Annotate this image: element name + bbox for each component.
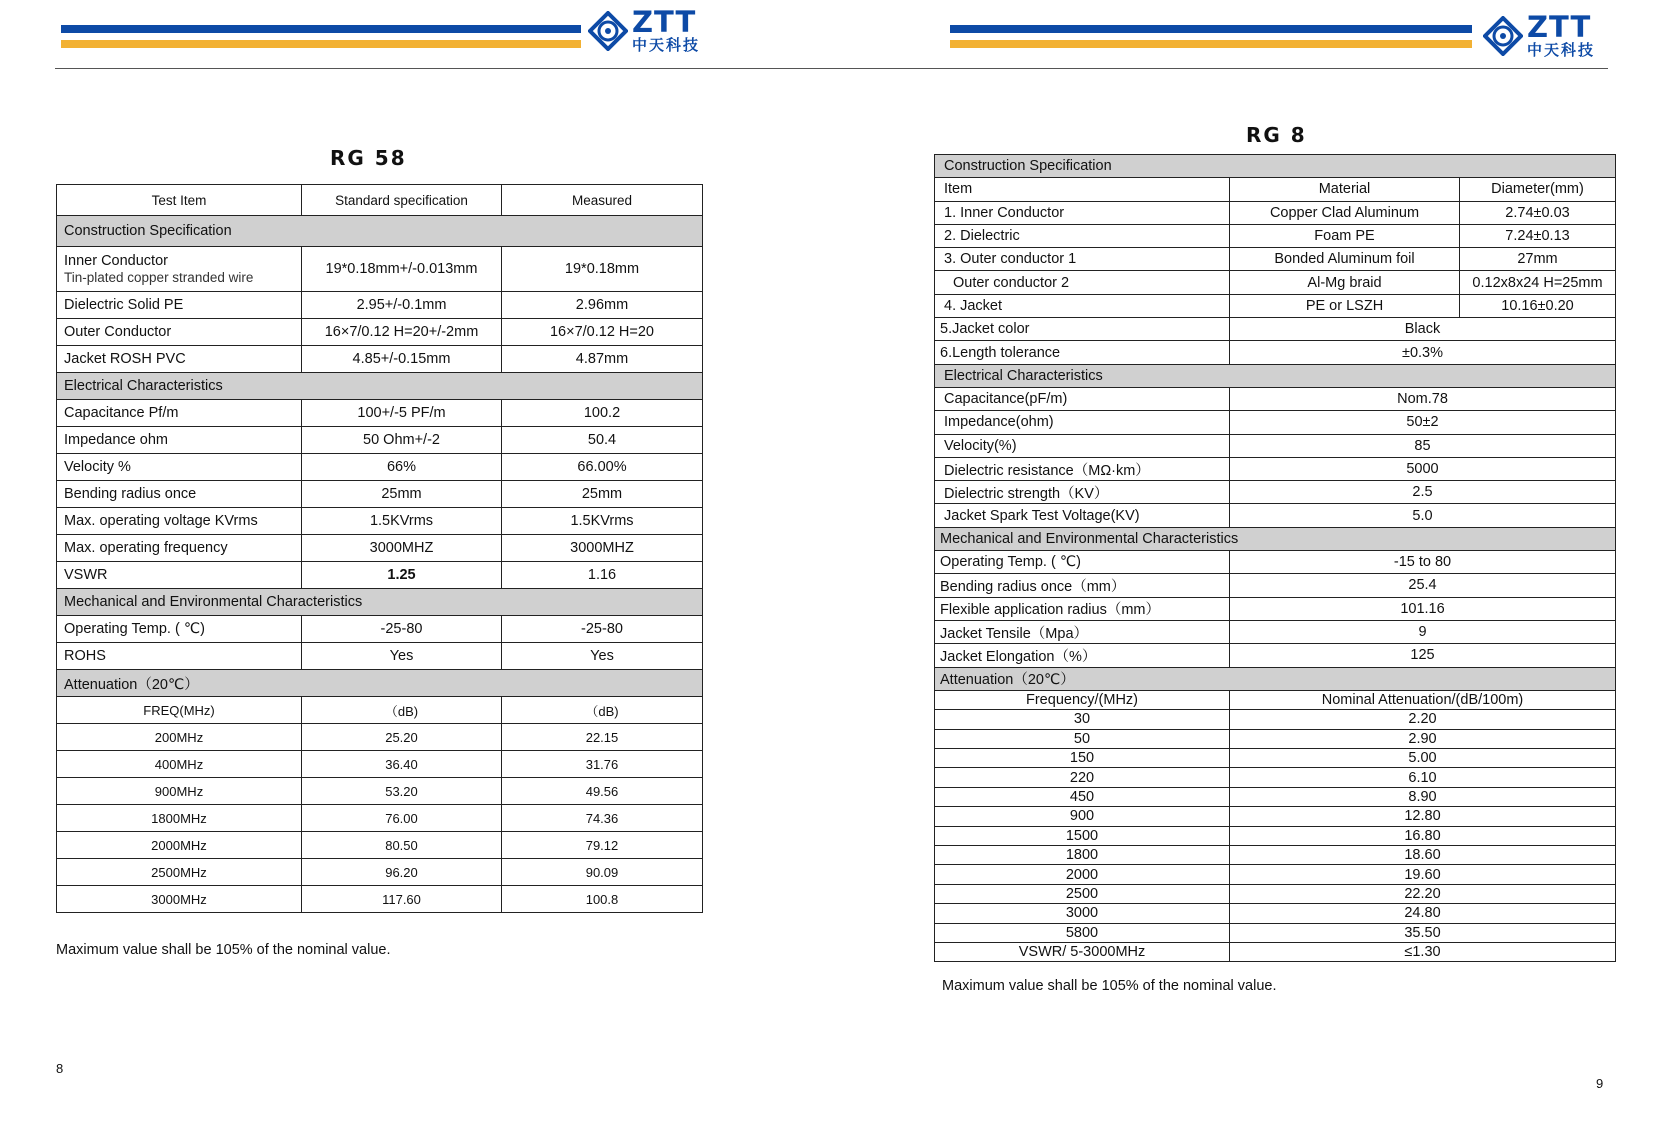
section-label: Mechanical and Environmental Characteristics xyxy=(935,527,1616,550)
section-label: Construction Specification xyxy=(57,216,703,247)
attenuation-row xyxy=(935,749,1616,768)
att-value-cell: 5.00 xyxy=(1230,749,1616,768)
header-bar-blue-left xyxy=(61,25,581,33)
diameter-cell: 27mm xyxy=(1460,248,1616,271)
att-value-cell: 12.80 xyxy=(1230,807,1616,826)
page-number-right: 9 xyxy=(1596,1076,1604,1091)
attenuation-row xyxy=(57,859,703,886)
table-header-row xyxy=(57,185,703,216)
freq-cell: 200MHz xyxy=(57,724,302,751)
page-number-left: 8 xyxy=(56,1061,64,1076)
row-label: Bending radius once（mm） xyxy=(935,574,1230,597)
brand-chinese: 中天科技 xyxy=(632,36,701,54)
spec-cell: 25mm xyxy=(302,481,502,508)
row-label: Capacitance(pF/m) xyxy=(935,387,1230,410)
table-row xyxy=(57,346,703,373)
spec-cell: 76.00 xyxy=(302,805,502,832)
attenuation-header-row xyxy=(935,690,1616,709)
section-label: Construction Specification xyxy=(935,155,1616,178)
row-label: Jacket Spark Test Voltage(KV) xyxy=(935,504,1230,527)
rg58-note: Maximum value shall be 105% of the nominal value. xyxy=(56,942,391,958)
measured-cell: 100.8 xyxy=(502,886,703,913)
section-row xyxy=(57,670,703,697)
section-label: Electrical Characteristics xyxy=(935,364,1616,387)
row-label: Dielectric resistance（MΩ·km） xyxy=(935,457,1230,480)
row-label: Outer Conductor xyxy=(57,319,302,346)
attenuation-row xyxy=(57,778,703,805)
material-cell: Foam PE xyxy=(1230,224,1460,247)
spec-cell: 53.20 xyxy=(302,778,502,805)
header-cell: Standard specification xyxy=(302,185,502,216)
spec-cell: 50 Ohm+/-2 xyxy=(302,427,502,454)
spec-cell: 25.20 xyxy=(302,724,502,751)
material-cell: Copper Clad Aluminum xyxy=(1230,201,1460,224)
table-row xyxy=(57,616,703,643)
row-label: Jacket ROSH PVC xyxy=(57,346,302,373)
att-header-cell: Nominal Attenuation/(dB/100m) xyxy=(1230,690,1616,709)
attenuation-row xyxy=(935,904,1616,923)
section-label: Attenuation（20℃） xyxy=(935,667,1616,690)
row-label: Dielectric strength（KV） xyxy=(935,481,1230,504)
table-row xyxy=(935,551,1616,574)
freq-cell: 220 xyxy=(935,768,1230,787)
att-header-cell: Frequency/(MHz) xyxy=(935,690,1230,709)
section-row xyxy=(57,216,703,247)
table-row xyxy=(935,248,1616,271)
measured-cell: 1.16 xyxy=(502,562,703,589)
table-row xyxy=(935,457,1616,480)
brand-logo-right xyxy=(1483,10,1596,59)
att-header-cell: （dB) xyxy=(302,697,502,724)
vswr-label: VSWR/ 5-3000MHz xyxy=(935,942,1230,961)
table-row xyxy=(57,292,703,319)
header-bar-yellow-left xyxy=(61,40,581,48)
freq-cell: 2000 xyxy=(935,865,1230,884)
header-cell: Material xyxy=(1230,178,1460,201)
freq-cell: 2500 xyxy=(935,884,1230,903)
att-value-cell: 8.90 xyxy=(1230,787,1616,806)
value-cell: 50±2 xyxy=(1230,411,1616,434)
measured-cell: -25-80 xyxy=(502,616,703,643)
header-cell: Test Item xyxy=(57,185,302,216)
spec-cell: 3000MHZ xyxy=(302,535,502,562)
freq-cell: 150 xyxy=(935,749,1230,768)
row-label: Capacitance Pf/m xyxy=(57,400,302,427)
spec-cell: 2.95+/-0.1mm xyxy=(302,292,502,319)
brand-chinese: 中天科技 xyxy=(1527,41,1596,59)
spec-cell: 96.20 xyxy=(302,859,502,886)
row-label xyxy=(57,247,302,292)
measured-cell: 4.87mm xyxy=(502,346,703,373)
value-cell: 9 xyxy=(1230,620,1616,643)
row-label: 5.Jacket color xyxy=(935,318,1230,341)
table-row xyxy=(935,574,1616,597)
measured-cell: 79.12 xyxy=(502,832,703,859)
row-label: Velocity % xyxy=(57,454,302,481)
table-row xyxy=(935,294,1616,317)
spec-cell: 19*0.18mm+/-0.013mm xyxy=(302,247,502,292)
measured-cell: 100.2 xyxy=(502,400,703,427)
freq-cell: 2000MHz xyxy=(57,832,302,859)
rg8-note: Maximum value shall be 105% of the nominal value. xyxy=(942,978,1277,994)
spec-cell: Yes xyxy=(302,643,502,670)
attenuation-row xyxy=(57,832,703,859)
table-row xyxy=(935,620,1616,643)
measured-cell: 2.96mm xyxy=(502,292,703,319)
measured-cell: 25mm xyxy=(502,481,703,508)
table-row xyxy=(935,341,1616,364)
table-row xyxy=(935,434,1616,457)
row-label: Max. operating voltage KVrms xyxy=(57,508,302,535)
ztt-logo-icon xyxy=(588,11,628,51)
measured-cell: 66.00% xyxy=(502,454,703,481)
row-label: Dielectric Solid PE xyxy=(57,292,302,319)
header-bar-blue-right xyxy=(950,25,1472,33)
freq-cell: 50 xyxy=(935,729,1230,748)
row-label: Impedance(ohm) xyxy=(935,411,1230,434)
spec-cell: 117.60 xyxy=(302,886,502,913)
freq-cell: 900MHz xyxy=(57,778,302,805)
header-divider xyxy=(55,68,1608,69)
section-row xyxy=(57,589,703,616)
section-label: Attenuation（20℃） xyxy=(57,670,703,697)
freq-cell: 1800MHz xyxy=(57,805,302,832)
material-cell: Al-Mg braid xyxy=(1230,271,1460,294)
row-label: Operating Temp. ( ℃) xyxy=(935,551,1230,574)
att-value-cell: 6.10 xyxy=(1230,768,1616,787)
table-row xyxy=(57,508,703,535)
spec-cell: -25-80 xyxy=(302,616,502,643)
measured-cell: 31.76 xyxy=(502,751,703,778)
header-cell: Diameter(mm) xyxy=(1460,178,1616,201)
value-cell: 85 xyxy=(1230,434,1616,457)
attenuation-header-row xyxy=(57,697,703,724)
value-cell: 125 xyxy=(1230,644,1616,667)
measured-cell: 50.4 xyxy=(502,427,703,454)
attenuation-row xyxy=(935,845,1616,864)
diameter-cell: 2.74±0.03 xyxy=(1460,201,1616,224)
freq-cell: 1500 xyxy=(935,826,1230,845)
table-row xyxy=(935,411,1616,434)
diameter-cell: 10.16±0.20 xyxy=(1460,294,1616,317)
measured-cell: 49.56 xyxy=(502,778,703,805)
row-label: Outer conductor 2 xyxy=(935,271,1230,294)
table-row xyxy=(935,481,1616,504)
att-header-cell: FREQ(MHz) xyxy=(57,697,302,724)
section-label: Mechanical and Environmental Characteristics xyxy=(57,589,703,616)
row-label: Jacket Elongation（%） xyxy=(935,644,1230,667)
attenuation-row xyxy=(57,805,703,832)
row-label: Operating Temp. ( ℃) xyxy=(57,616,302,643)
brand-latin: ZTT xyxy=(1527,10,1592,44)
measured-cell: 22.15 xyxy=(502,724,703,751)
header-cell: Measured xyxy=(502,185,703,216)
table-row xyxy=(935,224,1616,247)
diameter-cell: 7.24±0.13 xyxy=(1460,224,1616,247)
row-label: Impedance ohm xyxy=(57,427,302,454)
attenuation-row xyxy=(57,886,703,913)
attenuation-row xyxy=(935,826,1616,845)
table-row xyxy=(935,504,1616,527)
row-label: 3. Outer conductor 1 xyxy=(935,248,1230,271)
freq-cell: 3000MHz xyxy=(57,886,302,913)
material-cell: PE or LSZH xyxy=(1230,294,1460,317)
table-header-row xyxy=(935,178,1616,201)
row-label: 4. Jacket xyxy=(935,294,1230,317)
material-cell: Bonded Aluminum foil xyxy=(1230,248,1460,271)
measured-cell: 16×7/0.12 H=20 xyxy=(502,319,703,346)
row-label: Flexible application radius（mm） xyxy=(935,597,1230,620)
row-label: Bending radius once xyxy=(57,481,302,508)
value-cell: 101.16 xyxy=(1230,597,1616,620)
section-label: Electrical Characteristics xyxy=(57,373,703,400)
attenuation-row xyxy=(57,751,703,778)
freq-cell: 5800 xyxy=(935,923,1230,942)
header-bar-yellow-right xyxy=(950,40,1472,48)
table-row xyxy=(57,454,703,481)
table-row xyxy=(935,597,1616,620)
measured-cell: 19*0.18mm xyxy=(502,247,703,292)
row-label: Max. operating frequency xyxy=(57,535,302,562)
value-cell: Nom.78 xyxy=(1230,387,1616,410)
row-label: 6.Length tolerance xyxy=(935,341,1230,364)
att-value-cell: 2.20 xyxy=(1230,710,1616,729)
rg58-title: RG 58 xyxy=(330,146,407,170)
freq-cell: 2500MHz xyxy=(57,859,302,886)
att-header-cell: （dB) xyxy=(502,697,703,724)
table-row xyxy=(57,247,703,292)
row-label: Velocity(%) xyxy=(935,434,1230,457)
table-row xyxy=(935,318,1616,341)
vswr-row xyxy=(935,942,1616,961)
header-cell: Item xyxy=(935,178,1230,201)
freq-cell: 400MHz xyxy=(57,751,302,778)
rg8-title: RG 8 xyxy=(1246,123,1307,147)
measured-cell: 3000MHZ xyxy=(502,535,703,562)
attenuation-row xyxy=(935,865,1616,884)
section-row xyxy=(935,364,1616,387)
value-cell: 2.5 xyxy=(1230,481,1616,504)
measured-cell: 90.09 xyxy=(502,859,703,886)
ztt-logo-icon xyxy=(1483,16,1523,56)
value-cell: 5.0 xyxy=(1230,504,1616,527)
value-cell: 5000 xyxy=(1230,457,1616,480)
brand-latin: ZTT xyxy=(632,5,697,39)
table-row xyxy=(935,644,1616,667)
spec-cell: 16×7/0.12 H=20+/-2mm xyxy=(302,319,502,346)
row-label: VSWR xyxy=(57,562,302,589)
measured-cell: Yes xyxy=(502,643,703,670)
attenuation-row xyxy=(57,724,703,751)
rg58-spec-table xyxy=(56,184,703,913)
brand-logo-left xyxy=(588,5,701,54)
diameter-cell: 0.12x8x24 H=25mm xyxy=(1460,271,1616,294)
att-value-cell: 18.60 xyxy=(1230,845,1616,864)
section-row xyxy=(57,373,703,400)
row-label: 1. Inner Conductor xyxy=(935,201,1230,224)
att-value-cell: 19.60 xyxy=(1230,865,1616,884)
inner-conductor-label: Inner Conductor xyxy=(64,253,168,269)
table-row xyxy=(935,387,1616,410)
table-row xyxy=(57,562,703,589)
spec-cell: 80.50 xyxy=(302,832,502,859)
att-value-cell: 35.50 xyxy=(1230,923,1616,942)
row-label: Jacket Tensile（Mpa） xyxy=(935,620,1230,643)
att-value-cell: 16.80 xyxy=(1230,826,1616,845)
att-value-cell: 24.80 xyxy=(1230,904,1616,923)
section-row xyxy=(935,667,1616,690)
att-value-cell: 22.20 xyxy=(1230,884,1616,903)
spec-cell: 4.85+/-0.15mm xyxy=(302,346,502,373)
table-row xyxy=(57,319,703,346)
measured-cell: 1.5KVrms xyxy=(502,508,703,535)
freq-cell: 30 xyxy=(935,710,1230,729)
freq-cell: 1800 xyxy=(935,845,1230,864)
attenuation-row xyxy=(935,710,1616,729)
value-cell: 25.4 xyxy=(1230,574,1616,597)
attenuation-row xyxy=(935,729,1616,748)
attenuation-row xyxy=(935,923,1616,942)
table-row xyxy=(57,481,703,508)
row-label: ROHS xyxy=(57,643,302,670)
freq-cell: 900 xyxy=(935,807,1230,826)
section-row xyxy=(935,527,1616,550)
attenuation-row xyxy=(935,884,1616,903)
row-label: 2. Dielectric xyxy=(935,224,1230,247)
spec-cell: 100+/-5 PF/m xyxy=(302,400,502,427)
table-row xyxy=(57,427,703,454)
table-row xyxy=(935,271,1616,294)
vswr-value: ≤1.30 xyxy=(1230,942,1616,961)
spec-cell: 66% xyxy=(302,454,502,481)
table-row xyxy=(935,201,1616,224)
spec-cell: 36.40 xyxy=(302,751,502,778)
value-cell: ±0.3% xyxy=(1230,341,1616,364)
section-row xyxy=(935,155,1616,178)
value-cell: -15 to 80 xyxy=(1230,551,1616,574)
spec-cell: 1.5KVrms xyxy=(302,508,502,535)
attenuation-row xyxy=(935,787,1616,806)
attenuation-row xyxy=(935,768,1616,787)
table-row xyxy=(57,400,703,427)
freq-cell: 450 xyxy=(935,787,1230,806)
attenuation-row xyxy=(935,807,1616,826)
freq-cell: 3000 xyxy=(935,904,1230,923)
table-row xyxy=(57,643,703,670)
att-value-cell: 2.90 xyxy=(1230,729,1616,748)
table-row xyxy=(57,535,703,562)
inner-conductor-sub: Tin-plated copper stranded wire xyxy=(64,270,254,285)
measured-cell: 74.36 xyxy=(502,805,703,832)
rg8-spec-table xyxy=(934,154,1616,962)
value-cell: Black xyxy=(1230,318,1616,341)
spec-cell: 1.25 xyxy=(302,562,502,589)
